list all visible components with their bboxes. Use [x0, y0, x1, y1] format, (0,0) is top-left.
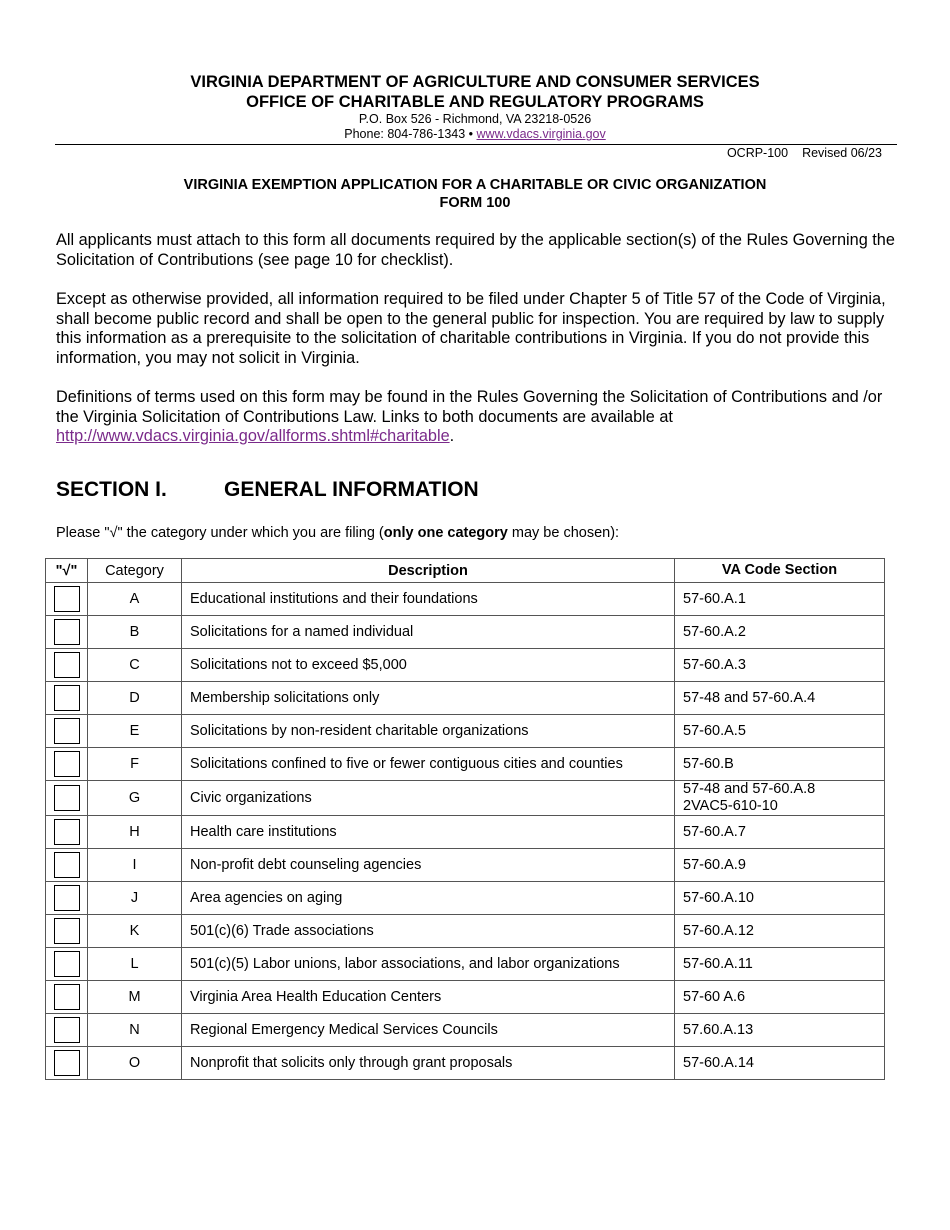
category-letter: B — [88, 616, 182, 649]
code-cell — [675, 816, 885, 849]
category-description: Health care institutions — [182, 816, 675, 849]
category-checkbox[interactable] — [54, 852, 80, 878]
table-row — [46, 649, 885, 682]
category-description: Area agencies on aging — [182, 882, 675, 915]
table-row — [46, 616, 885, 649]
category-checkbox[interactable] — [54, 652, 80, 678]
form-code: OCRP-100 — [726, 146, 789, 160]
definitions-end: . — [449, 427, 455, 445]
category-checkbox[interactable] — [54, 685, 80, 711]
code-cell — [675, 849, 885, 882]
category-checkbox[interactable] — [54, 586, 80, 612]
table-row — [46, 682, 885, 715]
category-checkbox[interactable] — [54, 751, 80, 777]
definitions-text: Definitions of terms used on this form may be found in the Rules Governing the Solicitation of Contributions and /or the Virginia Solicitation of Contributions Law. Links to both documents are available at — [56, 388, 883, 426]
code-cell — [675, 748, 885, 781]
category-letter: G — [88, 781, 182, 816]
category-description: Solicitations for a named individual — [182, 616, 675, 649]
table-row — [46, 948, 885, 981]
category-description: Solicitations not to exceed $5,000 — [182, 649, 675, 682]
header-code: VA Code Section — [675, 559, 885, 583]
category-description: Regional Emergency Medical Services Councils — [182, 1014, 675, 1047]
table-header-row — [46, 559, 885, 583]
check-cell — [46, 781, 88, 816]
check-cell — [46, 1047, 88, 1080]
category-checkbox[interactable] — [54, 718, 80, 744]
code-cell — [675, 1047, 885, 1080]
section-heading — [56, 478, 479, 502]
category-letter: H — [88, 816, 182, 849]
code-cell — [675, 948, 885, 981]
category-table-body — [46, 583, 885, 1080]
table-row — [46, 1047, 885, 1080]
category-description: Nonprofit that solicits only through grant proposals — [182, 1047, 675, 1080]
code-section: 57-60.A.1 — [683, 590, 746, 607]
check-cell — [46, 849, 88, 882]
category-checkbox[interactable] — [54, 619, 80, 645]
code-cell — [675, 1014, 885, 1047]
attachment-notice: All applicants must attach to this form all documents required by the applicable section(s) of the Rules Governing the Solicitation of Contributions (see page 10 for checklist). — [56, 231, 895, 269]
code-cell — [675, 781, 885, 816]
form-revision: Revised 06/23 — [802, 146, 882, 160]
agency-phone-line — [0, 127, 950, 141]
category-description: Solicitations confined to five or fewer contiguous cities and counties — [182, 748, 675, 781]
form-id — [727, 146, 882, 160]
table-row — [46, 1014, 885, 1047]
public-record-notice: Except as otherwise provided, all information required to be filed under Chapter 5 of Title 57 of the Code of Virginia, shall become public record and shall be open to the general public for inspection. You are required by law to supply this information as a prerequisite to the solicitation of charitable contributions in Virginia. If you do not provide this information, you may not solicit in Virginia. — [56, 290, 886, 367]
code-section-secondary: 2VAC5-610-10 — [683, 798, 778, 814]
code-section: 57-60.B — [683, 755, 734, 772]
header-description: Description — [182, 559, 675, 583]
category-letter: A — [88, 583, 182, 616]
category-letter: J — [88, 882, 182, 915]
check-cell — [46, 649, 88, 682]
category-description: Educational institutions and their foundations — [182, 583, 675, 616]
table-row — [46, 583, 885, 616]
code-section: 57-60 A.6 — [683, 988, 746, 1005]
category-letter: K — [88, 915, 182, 948]
code-cell — [675, 981, 885, 1014]
form-number: FORM 100 — [439, 195, 511, 211]
check-cell — [46, 816, 88, 849]
code-cell — [675, 682, 885, 715]
category-checkbox[interactable] — [54, 1017, 80, 1043]
agency-website-link[interactable]: www.vdacs.virginia.gov — [476, 127, 606, 141]
category-checkbox[interactable] — [54, 819, 80, 845]
category-checkbox[interactable] — [54, 918, 80, 944]
check-cell — [46, 715, 88, 748]
category-checkbox[interactable] — [54, 1050, 80, 1076]
category-letter: M — [88, 981, 182, 1014]
category-description: Civic organizations — [182, 781, 675, 816]
category-description: 501(c)(5) Labor unions, labor associations, and labor organizations — [182, 948, 675, 981]
table-row — [46, 981, 885, 1014]
check-cell — [46, 948, 88, 981]
agency-address: P.O. Box 526 - Richmond, VA 23218-0526 — [358, 112, 592, 126]
category-description: Non-profit debt counseling agencies — [182, 849, 675, 882]
category-letter: I — [88, 849, 182, 882]
forms-link[interactable]: http://www.vdacs.virginia.gov/allforms.shtml#charitable — [56, 427, 450, 445]
code-section: 57.60.A.13 — [683, 1021, 754, 1038]
table-row — [46, 816, 885, 849]
category-letter: N — [88, 1014, 182, 1047]
category-letter: C — [88, 649, 182, 682]
category-description: Solicitations by non-resident charitable organizations — [182, 715, 675, 748]
category-checkbox[interactable] — [54, 785, 80, 811]
category-letter: L — [88, 948, 182, 981]
code-section: 57-60.A.2 — [683, 623, 746, 640]
category-checkbox[interactable] — [54, 885, 80, 911]
section-number: SECTION I. — [56, 478, 167, 501]
code-cell — [675, 715, 885, 748]
definitions-notice — [56, 388, 896, 447]
check-cell — [46, 748, 88, 781]
table-row — [46, 781, 885, 816]
agency-name: VIRGINIA DEPARTMENT OF AGRICULTURE AND CONSUMER SERVICES — [190, 73, 760, 91]
check-cell — [46, 882, 88, 915]
check-cell — [46, 915, 88, 948]
code-section: 57-60.A.11 — [683, 955, 753, 972]
code-cell — [675, 616, 885, 649]
category-letter: E — [88, 715, 182, 748]
table-row — [46, 748, 885, 781]
code-section: 57-48 and 57-60.A.4 — [683, 689, 816, 706]
table-row — [46, 849, 885, 882]
header-divider — [55, 144, 897, 145]
category-letter: F — [88, 748, 182, 781]
check-cell — [46, 616, 88, 649]
code-cell — [675, 649, 885, 682]
check-cell — [46, 981, 88, 1014]
agency-phone: Phone: 804-786-1343 • — [344, 127, 477, 141]
table-row — [46, 915, 885, 948]
check-cell — [46, 682, 88, 715]
category-table — [45, 558, 885, 1080]
category-description: Virginia Area Health Education Centers — [182, 981, 675, 1014]
code-section: 57-60.A.3 — [683, 656, 746, 673]
header-category: Category — [88, 559, 182, 583]
code-section: 57-48 and 57-60.A.8 — [683, 781, 816, 797]
code-section: 57-60.A.12 — [683, 922, 754, 939]
instruction-bold: only one category — [383, 525, 508, 541]
table-row — [46, 715, 885, 748]
code-cell — [675, 915, 885, 948]
code-section: 57-60.A.14 — [683, 1054, 754, 1071]
code-cell — [675, 583, 885, 616]
code-section: 57-60.A.9 — [683, 856, 746, 873]
category-description: 501(c)(6) Trade associations — [182, 915, 675, 948]
category-instruction — [56, 524, 619, 542]
instruction-post: may be chosen): — [507, 525, 620, 541]
code-cell — [675, 882, 885, 915]
check-cell — [46, 583, 88, 616]
instruction-pre: Please "√" the category under which you are filing ( — [56, 525, 384, 541]
code-section: 57-60.A.5 — [683, 722, 746, 739]
category-letter: D — [88, 682, 182, 715]
category-description: Membership solicitations only — [182, 682, 675, 715]
code-section: 57-60.A.7 — [683, 823, 746, 840]
category-letter: O — [88, 1047, 182, 1080]
category-checkbox[interactable] — [54, 951, 80, 977]
category-checkbox[interactable] — [54, 984, 80, 1010]
section-title: GENERAL INFORMATION — [224, 478, 479, 501]
header-check: "√" — [46, 559, 88, 583]
code-section: 57-60.A.10 — [683, 889, 754, 906]
check-cell — [46, 1014, 88, 1047]
form-title: VIRGINIA EXEMPTION APPLICATION FOR A CHARITABLE OR CIVIC ORGANIZATION — [183, 177, 767, 193]
office-name: OFFICE OF CHARITABLE AND REGULATORY PROGRAMS — [246, 93, 704, 111]
table-row — [46, 882, 885, 915]
